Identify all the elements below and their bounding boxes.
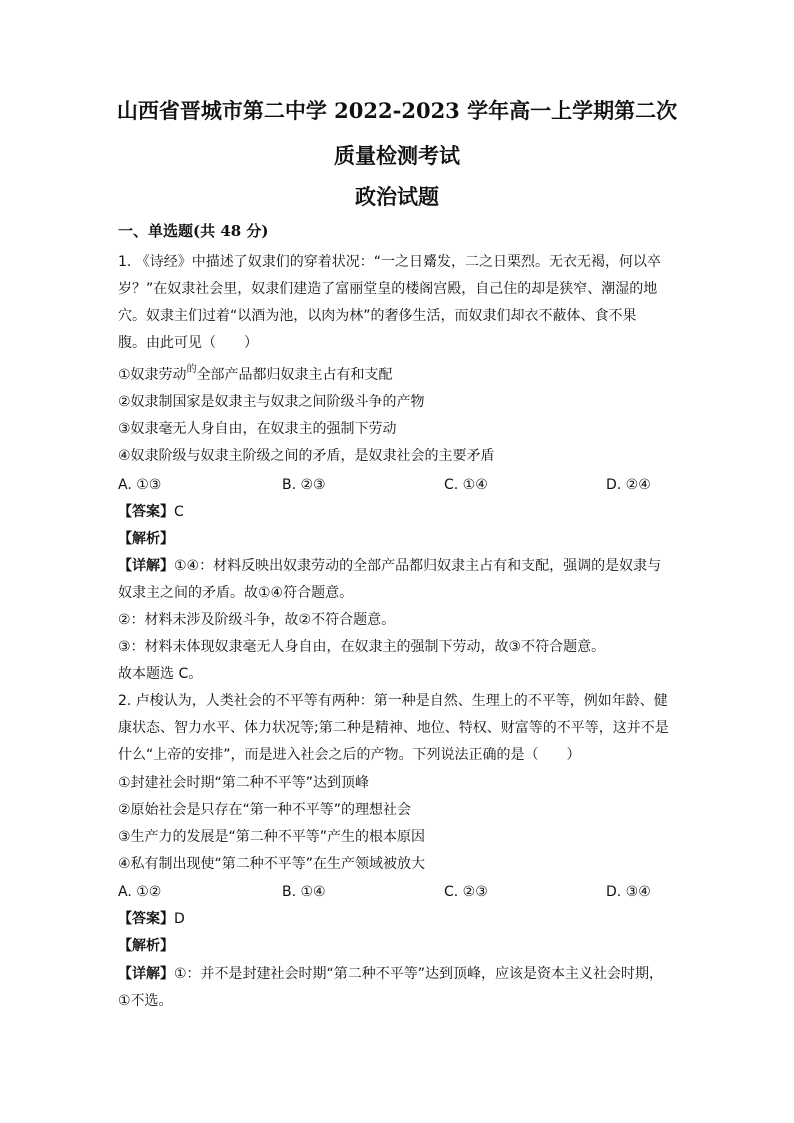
- q1-answer: [118, 502, 678, 522]
- q1-statement-1: [118, 365, 678, 387]
- q1-conclusion: 故本题选 C。: [118, 666, 203, 682]
- q1-detail-line: 奴隶主之间的矛盾。故①④符合题意。: [118, 585, 354, 601]
- q1-statement-1-text: ①奴隶劳动: [118, 367, 187, 383]
- q1-detail-line: ②：材料未涉及阶级斗争，故②不符合题意。: [118, 612, 396, 628]
- q1-answer-value: C: [174, 504, 184, 520]
- q2-detail-line: ①不选。: [118, 993, 173, 1009]
- q2-detail: [118, 964, 678, 984]
- q2-statement-1: ①封建社会时期“第二种不平等”达到顶峰: [118, 775, 370, 791]
- q1-answer-tag: 【答案】: [118, 504, 174, 520]
- q1-stem-line: 腹。由此可见（ ）: [118, 335, 258, 351]
- q2-answer-value: D: [174, 911, 185, 927]
- q1-statement-3: ③奴隶毫无人身自由，在奴隶主的强制下劳动: [118, 421, 397, 437]
- exam-title-line1: 山西省晋城市第二中学 2022-2023 学年高一上学期第二次: [116, 98, 678, 123]
- q2-option-b: B. ①④: [282, 884, 326, 900]
- q1-detail-text: ①④：材料反映出奴隶劳动的全部产品都归奴隶主占有和支配，强调的是奴隶与: [174, 558, 662, 574]
- q2-option-c: C. ②③: [444, 884, 488, 900]
- q1-detail-line: ③：材料未体现奴隶毫无人身自由，在奴隶主的强制下劳动，故③不符合题意。: [118, 639, 606, 655]
- q1-stem-line: 穴。奴隶主们过着“以酒为池，以肉为林”的奢侈生活，而奴隶们却衣不蔽体、食不果: [118, 308, 637, 324]
- q1-stem-line: 岁？”在奴隶社会里，奴隶们建造了富丽堂皇的楼阁宫殿，自己住的却是狭窄、潮湿的地: [118, 281, 658, 297]
- q1-statement-2: ②奴隶制国家是奴隶主与奴隶之间阶级斗争的产物: [118, 394, 425, 410]
- q2-answer-tag: 【答案】: [118, 911, 174, 927]
- q2-option-a: A. ①②: [118, 884, 162, 900]
- q1-statement-1-superscript: 的: [186, 364, 197, 375]
- q1-detail-tag: 【详解】: [118, 558, 174, 574]
- q2-stem-line: 2. 卢梭认为，人类社会的不平等有两种：第一种是自然、生理上的不平等，例如年龄、健: [118, 693, 668, 709]
- q2-stem-line: 康状态、智力水平、体力状况等;第二种是精神、地位、特权、财富等的不平等，这并不是: [118, 720, 669, 736]
- q2-statement-4: ④私有制出现使“第二种不平等”在生产领域被放大: [118, 856, 426, 872]
- q2-detail-tag: 【详解】: [118, 966, 174, 982]
- q1-analysis-tag: 【解析】: [118, 531, 174, 547]
- q2-answer: [118, 909, 678, 929]
- q2-analysis-tag: 【解析】: [118, 938, 174, 954]
- section-heading: 一、单选题(共 48 分): [118, 222, 269, 240]
- q2-stem-line: 什么“上帝的安排”，而是进入社会之后的产物。下列说法正确的是（ ）: [118, 747, 581, 763]
- q1-detail: [118, 556, 678, 576]
- q1-option-a: A. ①③: [118, 477, 162, 493]
- q1-stem-line: 1. 《诗经》中描述了奴隶们的穿着状况：“一之日觱发，二之日栗烈。无衣无褐，何以卒: [118, 254, 662, 270]
- q1-option-d: D. ②④: [606, 477, 651, 493]
- q2-statement-3: ③生产力的发展是“第二种不平等”产生的根本原因: [118, 829, 426, 845]
- q2-detail-text: ①：并不是封建社会时期“第二种不平等”达到顶峰，应该是资本主义社会时期，: [174, 966, 664, 982]
- q2-option-d: D. ③④: [606, 884, 651, 900]
- exam-title-line2: 质量检测考试: [334, 143, 460, 168]
- q1-option-b: B. ②③: [282, 477, 326, 493]
- q1-statement-1-text-cont: 全部产品都归奴隶主占有和支配: [196, 367, 393, 383]
- q1-option-c: C. ①④: [444, 477, 488, 493]
- subject-title: 政治试题: [355, 184, 439, 209]
- q1-statement-4: ④奴隶阶级与奴隶主阶级之间的矛盾，是奴隶社会的主要矛盾: [118, 448, 495, 464]
- q2-statement-2: ②原始社会是只存在“第一种不平等”的理想社会: [118, 802, 412, 818]
